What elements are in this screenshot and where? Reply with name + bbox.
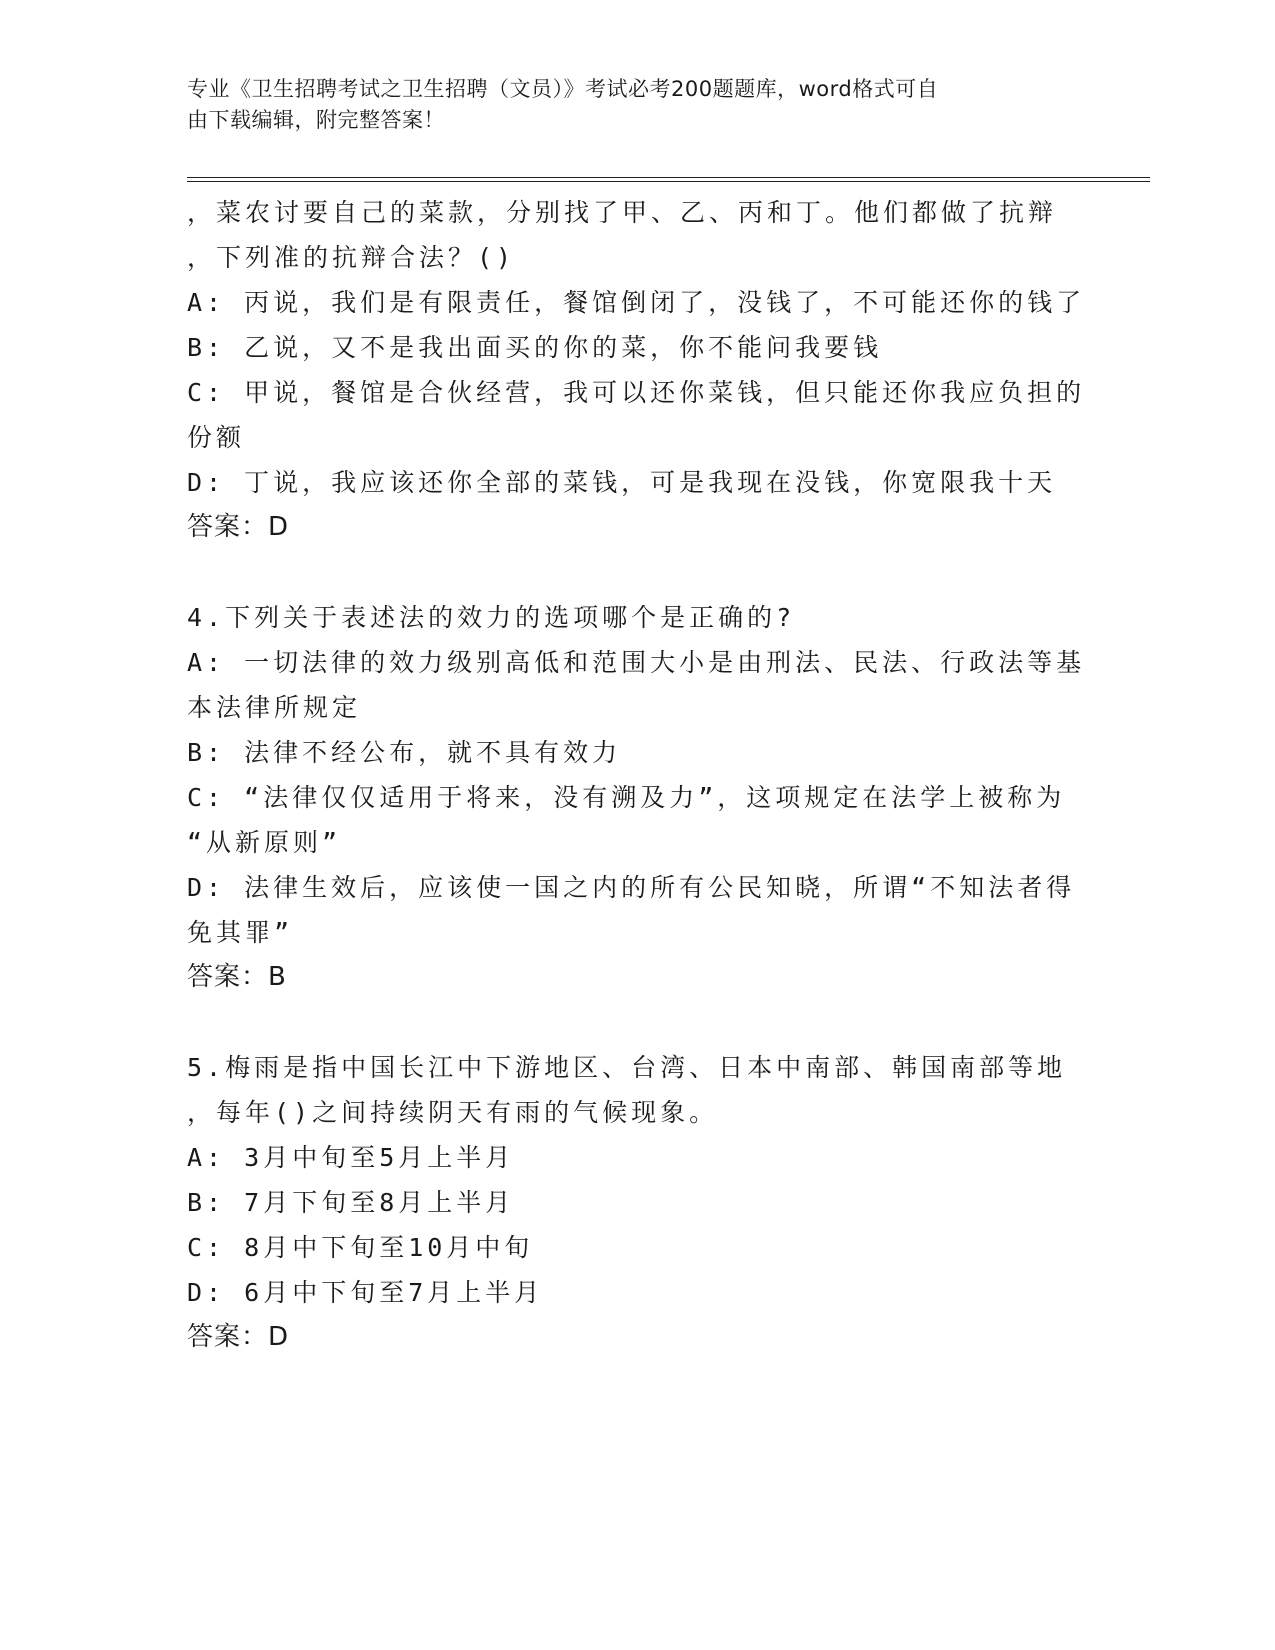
option-a: A: 3月中旬至5月上半月 <box>187 1143 515 1172</box>
header-divider-top <box>187 177 1150 178</box>
question-stem: 4.下列关于表述法的效力的选项哪个是正确的? <box>187 603 796 632</box>
question-stem-line: ，每年()之间持续阴天有雨的气候现象。 <box>187 1098 719 1127</box>
question-3 <box>187 190 1087 550</box>
option-c-continued: “从新原则” <box>187 828 342 857</box>
header-divider-bottom <box>187 181 1150 182</box>
option-a: A: 丙说，我们是有限责任，餐馆倒闭了，没钱了，不可能还你的钱了 <box>187 288 1086 317</box>
answer-label: 答案：D <box>187 1322 290 1352</box>
question-stem-line: ，菜农讨要自己的菜款，分别找了甲、乙、丙和丁。他们都做了抗辩 <box>187 198 1058 227</box>
question-stem-line: ，下列准的抗辩合法？() <box>187 243 516 272</box>
option-d-continued: 免其罪” <box>187 918 294 947</box>
option-d: D: 丁说，我应该还你全部的菜钱，可是我现在没钱，你宽限我十天 <box>187 468 1057 497</box>
option-c: C: “法律仅仅适用于将来，没有溯及力”，这项规定在法学上被称为 <box>187 783 1066 812</box>
option-a: A: 一切法律的效力级别高低和范围大小是由刑法、民法、行政法等基 <box>187 648 1086 677</box>
option-a-continued: 本法律所规定 <box>187 693 362 722</box>
header-line-2: 由下载编辑，附完整答案！ <box>187 108 445 132</box>
option-d: D: 6月中下旬至7月上半月 <box>187 1278 544 1307</box>
header-line-1: 专业《卫生招聘考试之卫生招聘（文员）》考试必考200题题库，word格式可自 <box>187 77 939 101</box>
document-header <box>187 74 1067 136</box>
option-d: D: 法律生效后，应该使一国之内的所有公民知晓，所谓“不知法者得 <box>187 873 1076 902</box>
option-b: B: 法律不经公布，就不具有效力 <box>187 738 622 767</box>
question-4 <box>187 595 1087 1000</box>
question-5 <box>187 1045 1087 1360</box>
option-c: C: 甲说，餐馆是合伙经营，我可以还你菜钱，但只能还你我应负担的 <box>187 378 1086 407</box>
answer-label: 答案：D <box>187 512 290 542</box>
answer-label: 答案：B <box>187 962 287 992</box>
option-b: B: 乙说，又不是我出面买的你的菜，你不能问我要钱 <box>187 333 883 362</box>
question-list <box>187 190 1087 1405</box>
question-stem-line: 5.梅雨是指中国长江中下游地区、台湾、日本中南部、韩国南部等地 <box>187 1053 1067 1082</box>
option-c: C: 8月中下旬至10月中旬 <box>187 1233 534 1262</box>
option-b: B: 7月下旬至8月上半月 <box>187 1188 515 1217</box>
option-c-continued: 份额 <box>187 423 246 452</box>
